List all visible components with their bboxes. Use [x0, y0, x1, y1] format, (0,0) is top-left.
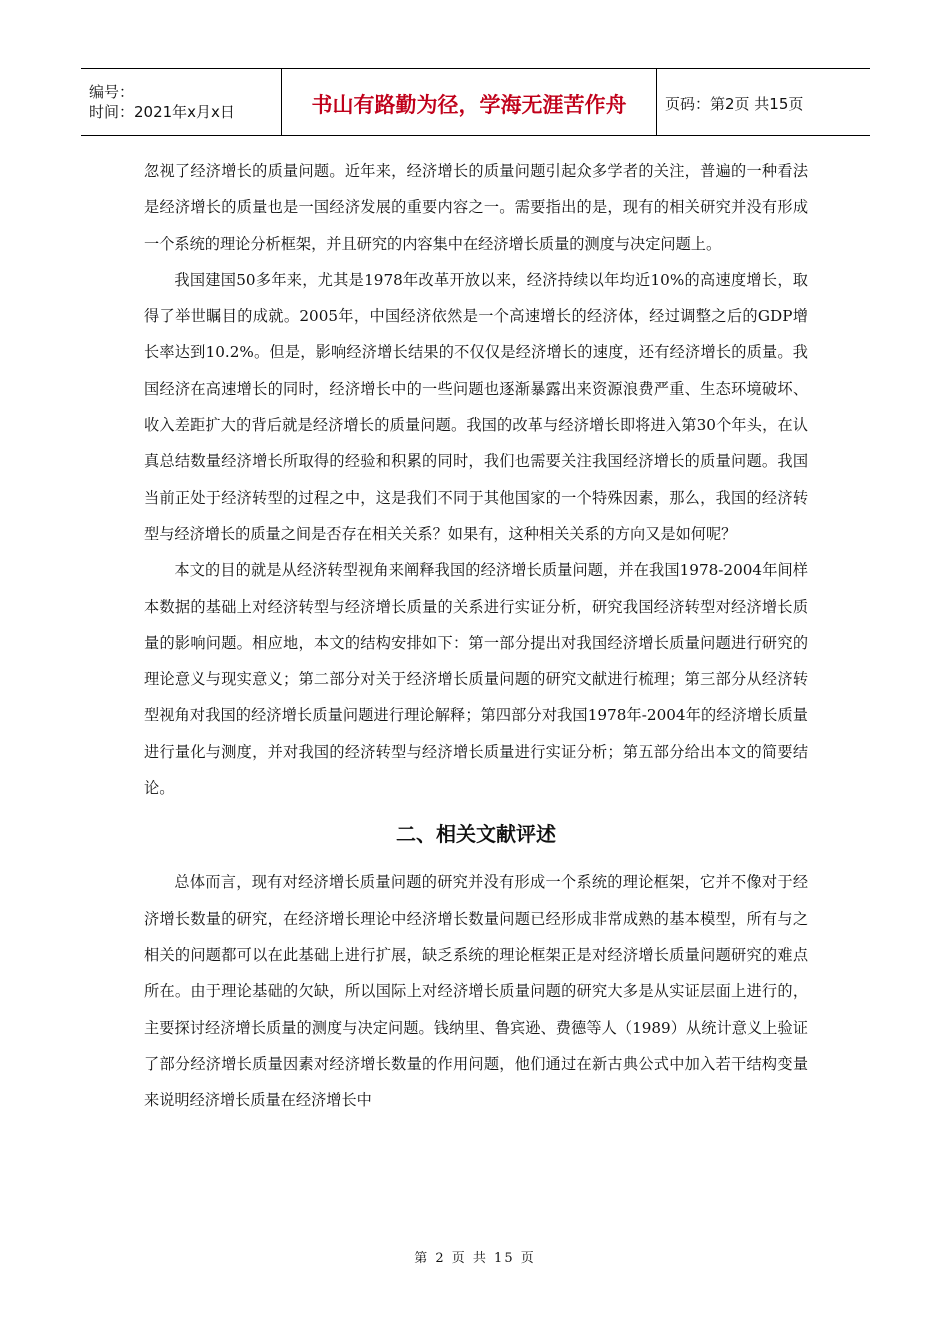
header-date-label: 时间：2021年x月x日: [89, 103, 235, 121]
header-page-info: [657, 69, 870, 135]
paragraph: 总体而言，现有对经济增长质量问题的研究并没有形成一个系统的理论框架，它并不像对于经济增长数量的研究，在经济增长理论中经济增长数量问题已经形成非常成熟的基本模型，所有与之相关的问题都可以在此基础上进行扩展，缺乏系统的理论框架正是对经济增长质量问题研究的难点所在。由于理论基础的欠缺，所以国际上对经济增长质量问题的研究大多是从实证层面上进行的，主要探讨经济增长质量的测度与决定问题。钱纳里、鲁宾逊、费德等人（1989）从统计意义上验证了部分经济增长质量因素对经济增长数量的作用问题，他们通过在新古典公式中加入若干结构变量来说明经济增长质量在经济增长中: [144, 873, 808, 1110]
header-code-label: 编号：: [89, 83, 135, 101]
header-motto-text: 书山有路勤为径，学海无涯苦作舟: [311, 93, 627, 117]
page-header: [81, 68, 870, 136]
paragraph: 本文的目的就是从经济转型视角来阐释我国的经济增长质量问题，并在我国1978-2004年间样本数据的基础上对经济转型与经济增长质量的关系进行实证分析，研究我国经济转型对经济增长质量的影响问题。相应地，本文的结构安排如下：第一部分提出对我国经济增长质量问题进行研究的理论意义与现实意义；第二部分对关于经济增长质量问题的研究文献进行梳理；第三部分从经济转型视角对我国的经济增长质量问题进行理论解释；第四部分对我国1978年-2004年的经济增长质量进行量化与测度，并对我国的经济转型与经济增长质量进行实证分析；第五部分给出本文的简要结论。: [144, 561, 808, 798]
paragraph: 我国建国50多年来，尤其是1978年改革开放以来，经济持续以年均近10%的高速度增长，取得了举世瞩目的成就。2005年，中国经济依然是一个高速增长的经济体，经过调整之后的GDP增长率达到10.2%。但是，影响经济增长结果的不仅仅是经济增长的速度，还有经济增长的质量。我国经济在高速增长的同时，经济增长中的一些问题也逐渐暴露出来资源浪费严重、生态环境破坏、收入差距扩大的背后就是经济增长的质量问题。我国的改革与经济增长即将进入第30个年头，在认真总结数量经济增长所取得的经验和积累的同时，我们也需要关注我国经济增长的质量问题。我国当前正处于经济转型的过程之中，这是我们不同于其他国家的一个特殊因素，那么，我国的经济转型与经济增长的质量之间是否存在相关关系？如果有，这种相关关系的方向又是如何呢？: [144, 270, 808, 543]
footer-page-number: 第 2 页 共 15 页: [414, 1251, 536, 1266]
header-page-info-text: 页码：第2页 共15页: [665, 94, 804, 113]
document-body: [144, 153, 808, 1118]
page-footer: [0, 1247, 950, 1266]
header-meta: [81, 69, 282, 135]
section-heading: 二、相关文献评述: [396, 822, 556, 847]
paragraph: 忽视了经济增长的质量问题。近年来，经济增长的质量问题引起众多学者的关注，普遍的一种看法是经济增长的质量也是一国经济发展的重要内容之一。需要指出的是，现有的相关研究并没有形成一个系统的理论分析框架，并且研究的内容集中在经济增长质量的测度与决定问题上。: [144, 162, 808, 253]
header-motto: [282, 69, 657, 135]
